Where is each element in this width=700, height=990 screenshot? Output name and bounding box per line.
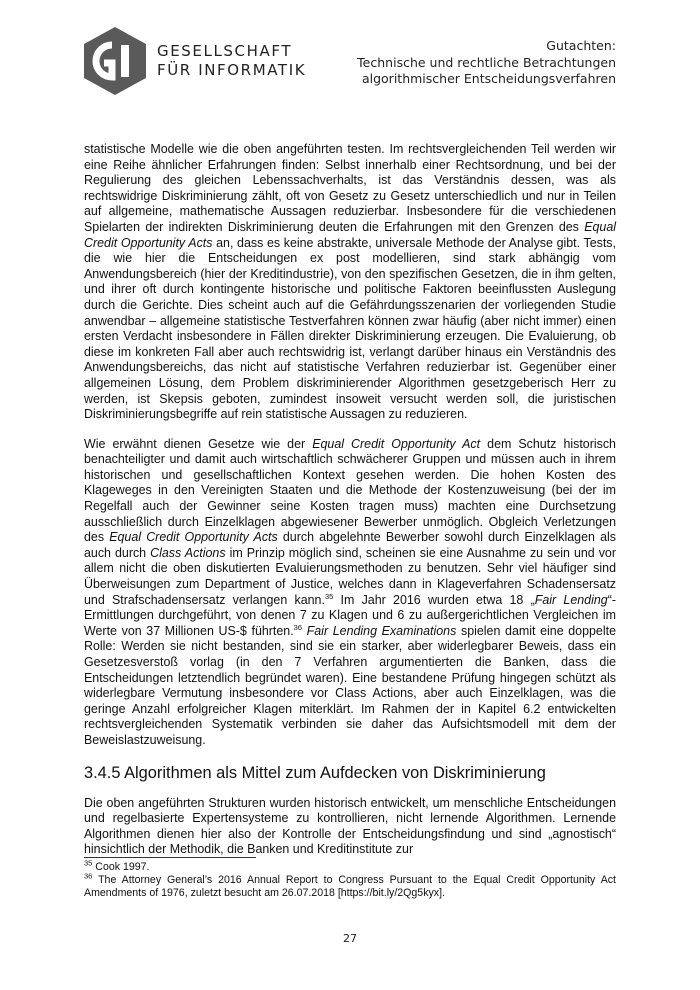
text-run: Im Jahr 2016 wurden etwa 18 „: [333, 592, 535, 607]
footnote-text: The Attorney General’s 2016 Annual Report to Congress Pursuant to the Equal Credit Opportunity Act Amendments of 1976, zuletzt besucht am 26.07.2018 [https://bit.ly/2Qg5kyx].: [84, 874, 616, 900]
italic-term: Equal Credit Opportunity Act: [312, 436, 481, 451]
page-number: 27: [343, 932, 357, 945]
gi-logo: [82, 26, 148, 96]
paragraph-2: [84, 437, 616, 749]
footnote-ref-36[interactable]: 36: [293, 622, 303, 632]
italic-term: Equal Credit Opportunity Acts: [109, 530, 278, 545]
text-run: durch abgelehnte Bewerber sowohl durch Einzelklagen als auch durch: [84, 530, 616, 560]
footnote-ref-35[interactable]: 35: [324, 591, 334, 601]
doc-title-line-3: algorithmischer Entscheidungsverfahren: [361, 71, 616, 86]
logo-text: GI: [82, 26, 84, 27]
org-line-1: GESELLSCHAFT: [157, 42, 293, 60]
footnote-divider: [84, 857, 256, 858]
footnote-text: Cook 1997.: [92, 861, 150, 873]
text-run: an, dass es keine abstrakte, universale Methode der Analyse gibt. Tests, die wie hier die Entscheidungen ex post modellieren, sind stark abhängig vom Anwendungsbereich (hier der Kreditindustrie), von den spezifischen Gesetzen, die in ihm gelten, und ihrer oft durch kontingente historische und politische Faktoren beeinflussten Auslegung durch die Gerichte. Dies scheint auch auf die Gefährdungsszenarien der vorliegenden Studie anwendbar – allgemeine statistische Testverfahren können zwar häufig (aber nicht immer) einen ersten Verdacht insbesondere in Fällen direkter Diskriminierung erzeugen. Die Evaluierung, ob diese im konkreten Fall aber auch rechtswidrig ist, verlangt darüber hinaus ein Verständnis des Anwendungsbereichs, das nicht auf statistische Verfahren reduzierbar ist. Gegenüber einer allgemeinen Lösung, dem Problem diskriminierender Algorithmen gesetzgeberisch Herr zu werden, ist Skepsis geboten, zumindest insoweit versucht werden soll, die juristischen Diskriminierungsbegriffe auf rein statistische Aussagen zu reduzieren.: [84, 235, 616, 422]
footnote-number: 35: [84, 858, 93, 868]
footnote-36: [84, 871, 616, 900]
italic-term: Fair Lending Examinations: [306, 623, 457, 638]
paragraph-3: Die oben angeführten Strukturen wurden historisch entwickelt, um menschliche Entscheidungen und regelbasierte Expertensysteme zu kontrollieren, nicht lernende Algorithmen. Lernende Algorithmen dienen hier also der Kontrolle der Entscheidungsfindung und sind „agnostisch“ hinsichtlich der Methodik, die Banken und Kreditinstitute zur: [84, 795, 616, 857]
italic-term: Equal Credit Opportunity Acts: [84, 219, 616, 250]
text-run: dem Schutz historisch benachteiligter und damit auch wirtschaftlich schwächerer Gruppen und müssen auch in ihrem historischen und gesellschaftlichen Kontext gesehen werden. Die hohen Kosten des Klageweges in den Vereinigten Staaten und die Methode der Kostenzuweisung (bei der im Regelfall auch der Gewinner seine Kosten tragen muss) machten eine Durchsetzung ausschließlich durch Einzelklagen abgewiesener Bewerber unmöglich. Obgleich Verletzungen des: [84, 436, 616, 545]
text-run: Wie erwähnt dienen Gesetze wie der: [84, 436, 313, 451]
document-title: [357, 38, 616, 88]
footnote-35: [84, 858, 616, 874]
page-header: [0, 0, 700, 110]
text-run: “-Ermittlungen durchgeführt, von denen 7 zu Klagen und 6 zu außergerichtlichen Vergleichen im Werte von 37 Millionen US-$ führten.: [84, 592, 616, 638]
footnotes: [84, 857, 616, 901]
text-run: spielen damit eine doppelte Rolle: Werden sie nicht bestanden, sind sie ein starker, aber widerlegbarer Beweis, dass ein Gesetzesverstoß vorlag (in den 7 Verfahren argumentierten die Banken, dass die Entscheidungen letztendlich begründet waren). Eine bestandene Prüfung hingegen schützt als widerlegbare Vermutung insbesondere vor Class Actions, aber auch Einzelklagen, was die geringe Anzahl erfolgreicher Klagen miterklärt. Im Rahmen der in Kapitel 6.2 entwickelten rechtsvergleichenden Systematik verbinden sie daher das Aufsichtsmodell mit dem der Beweislastzuweisung.: [84, 623, 616, 747]
text-run: im Prinzip möglich sind, scheinen sie eine Ausnahme zu sein und vor allem nicht die oben diskutierten Evaluierungsmethoden zu benutzen. Sehr viel häufiger sind Überweisungen zum Department of Justice, welches dann in Klageverfahren Schadensersatz und Strafschadensersatz verlangen kann.: [84, 545, 616, 607]
organization-name: [157, 42, 306, 80]
footnote-number: 36: [84, 871, 93, 881]
doc-title-line-2: Technische und rechtliche Betrachtungen: [357, 54, 616, 70]
italic-term: Fair Lending: [534, 592, 608, 607]
text-run: statistische Modelle wie die oben angeführten testen. Im rechtsvergleichenden Teil werden wir eine Reihe ähnlicher Erfahrungen finden: Selbst innerhalb einer Rechtsordnung, und bei der Regulierung des gleichen Lebenssachverhalts, ist das Verständnis dessen, was als rechtswidrige Diskriminierung zählt, oft von Gesetz zu Gesetz unterschiedlich und nur in Teilen auf allgemeine, mathematische Aussagen reduzierbar. Insbesondere für die verschiedenen Spielarten der indirekten Diskriminierung deuten die Erfahrungen mit den Grenzen des: [84, 142, 616, 234]
org-line-2: FÜR INFORMATIK: [157, 61, 307, 79]
main-content: [84, 142, 616, 872]
paragraph-1: [84, 142, 616, 423]
section-heading: 3.4.5 Algorithmen als Mittel zum Aufdecken von Diskriminierung: [84, 763, 546, 782]
doc-title-line-1: Gutachten:: [546, 38, 616, 53]
italic-term: Class Actions: [150, 545, 226, 560]
